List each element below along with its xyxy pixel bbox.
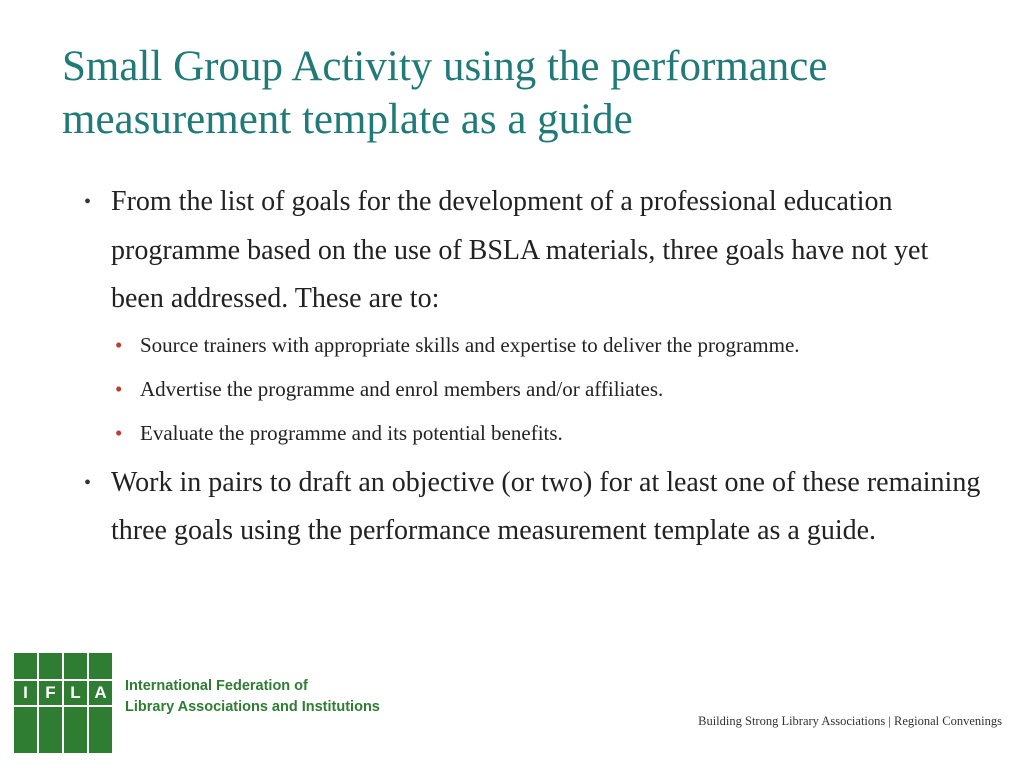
subbullet-marker: • xyxy=(115,420,123,445)
bullet-item xyxy=(82,178,982,453)
subbullet-marker: • xyxy=(115,332,123,357)
subbullet-item xyxy=(111,414,982,453)
slide-title: Small Group Activity using the performance measurement template as a guide xyxy=(62,43,828,143)
bullet-marker: • xyxy=(84,191,92,213)
organization-name xyxy=(125,676,380,718)
subbullet-text: Source trainers with appropriate skills and expertise to deliver the programme. xyxy=(140,332,800,357)
logo-block xyxy=(39,707,62,753)
footer-text: Building Strong Library Associations | Regional Convenings xyxy=(698,714,1002,728)
organization-name-line: Library Associations and Institutions xyxy=(125,699,380,715)
subbullet-text: Evaluate the programme and its potential benefits. xyxy=(140,420,563,445)
logo-block xyxy=(89,653,112,679)
ifla-logo xyxy=(14,653,114,753)
subbullet-text: Advertise the programme and enrol members and/or affiliates. xyxy=(140,376,664,401)
logo-letter: A xyxy=(94,683,107,702)
bullet-text: From the list of goals for the development of a professional education programme based on the use of BSLA materials, three goals have not yet been addressed. These are to: xyxy=(111,186,929,314)
subbullet-list xyxy=(111,326,982,453)
bullet-text: Work in pairs to draft an objective (or two) for at least one of these remaining three goals using the performance measurement template as a guide. xyxy=(111,466,981,546)
subbullet-item xyxy=(111,370,982,409)
logo-letter: L xyxy=(70,683,81,702)
logo-letter: F xyxy=(45,683,56,702)
subbullet-marker: • xyxy=(115,376,123,401)
logo-block xyxy=(64,653,87,679)
bullet-list xyxy=(82,178,982,556)
logo-block xyxy=(14,653,37,679)
logo-block xyxy=(14,707,37,753)
logo-block xyxy=(64,707,87,753)
subbullet-item xyxy=(111,326,982,365)
organization-name-line: International Federation of xyxy=(125,678,308,694)
bullet-marker: • xyxy=(84,471,92,494)
logo-block xyxy=(39,653,62,679)
logo-letter: I xyxy=(23,683,28,702)
bullet-item xyxy=(82,459,982,556)
logo-block xyxy=(89,707,112,753)
